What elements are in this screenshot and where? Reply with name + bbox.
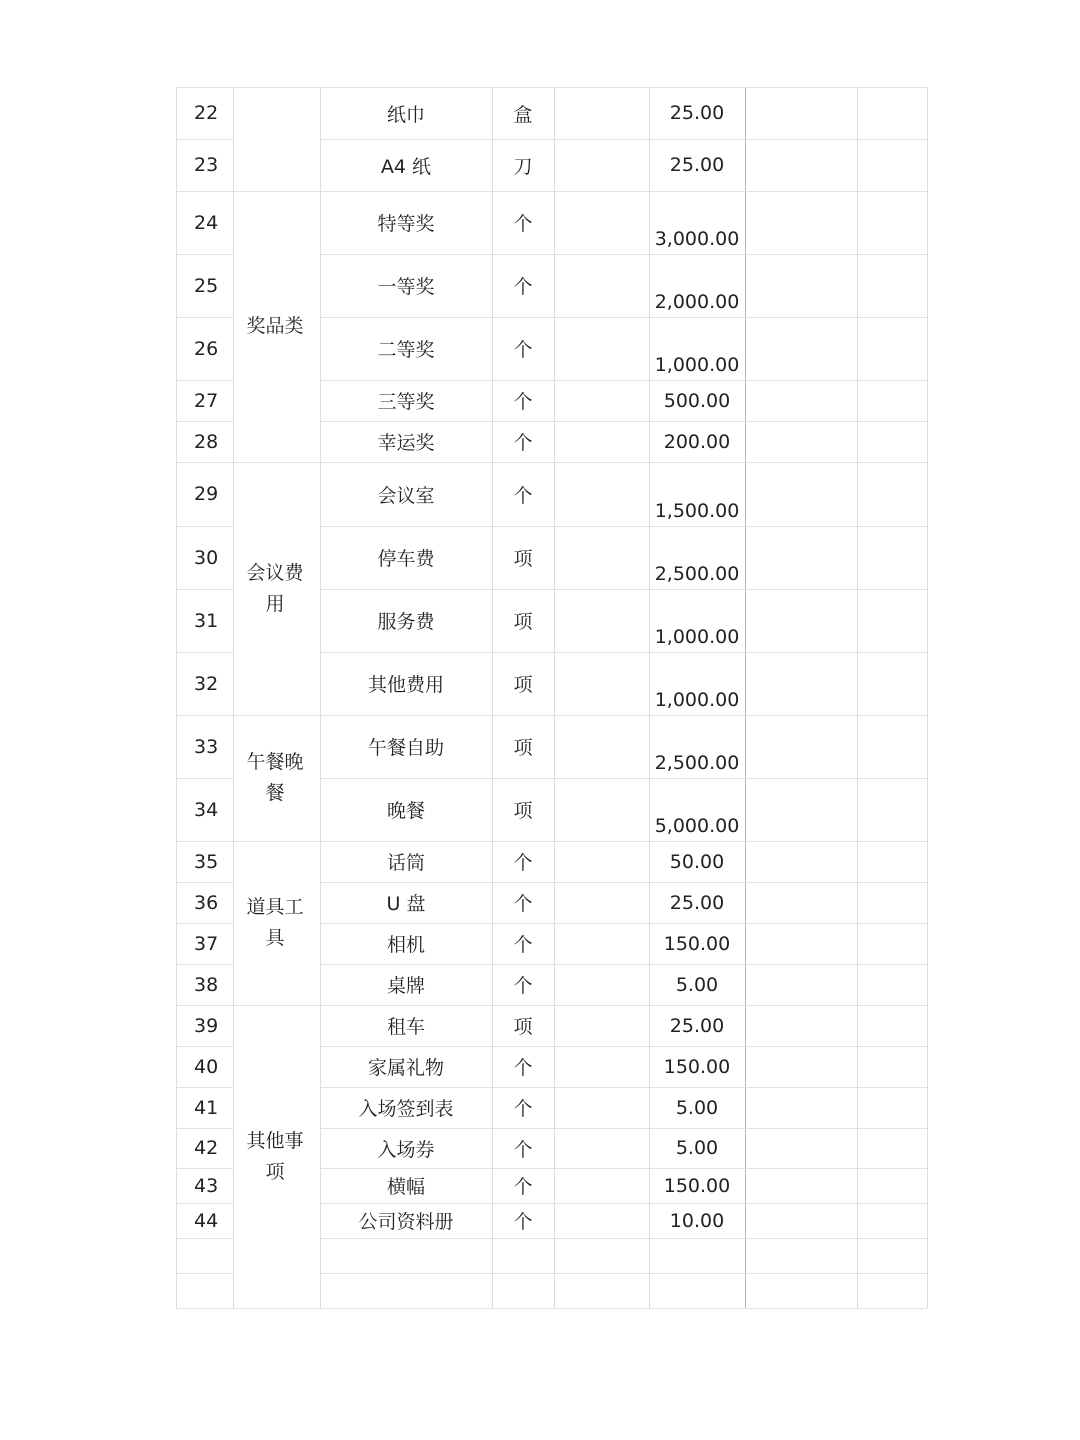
row-number: 43	[194, 1174, 219, 1197]
amount: 10.00	[669, 1209, 725, 1232]
category-label: 会议费用	[246, 561, 304, 615]
category-label: 道具工具	[246, 896, 304, 949]
item-name: 横幅	[386, 1176, 425, 1198]
unit: 项	[513, 737, 533, 759]
unit: 个	[513, 1098, 533, 1120]
category-label: 午餐晚餐	[246, 751, 304, 804]
row-number: 33	[194, 735, 219, 758]
item-name: 服务费	[377, 611, 435, 633]
column-gridline	[857, 87, 858, 1308]
unit: 个	[513, 213, 533, 235]
amount	[649, 1273, 745, 1308]
item-name: 其他费用	[367, 674, 444, 696]
row-number: 29	[194, 483, 219, 505]
row-number: 34	[194, 798, 219, 821]
column-gridline	[233, 87, 234, 1308]
row-number	[194, 1238, 233, 1273]
row-number: 38	[194, 973, 219, 996]
item-name: A4 纸	[380, 155, 432, 178]
amount: 1,500.00	[654, 500, 740, 522]
column-gridline	[745, 87, 746, 1308]
amount: 1,000.00	[654, 689, 740, 711]
amount: 5,000.00	[654, 815, 740, 837]
item-name: 一等奖	[377, 276, 435, 298]
row-number: 41	[194, 1096, 219, 1119]
unit: 个	[513, 484, 533, 507]
column-gridline	[927, 87, 928, 1308]
amount: 200.00	[663, 430, 731, 453]
item-name: 纸巾	[386, 103, 425, 126]
row-number: 26	[194, 337, 219, 360]
row-number	[194, 1273, 233, 1308]
unit: 个	[513, 276, 533, 298]
unit: 项	[513, 548, 533, 570]
amount: 2,500.00	[654, 563, 740, 585]
amount: 25.00	[669, 891, 725, 914]
unit: 项	[513, 611, 533, 633]
row-number: 31	[194, 609, 219, 632]
row-number: 22	[194, 102, 219, 124]
category-label: 奖品类	[246, 315, 304, 337]
amount: 150.00	[663, 932, 731, 955]
item-name: 晚餐	[386, 800, 425, 822]
row-number: 42	[194, 1137, 219, 1159]
item-name: 桌牌	[386, 975, 425, 997]
unit: 个	[513, 852, 533, 874]
row-number: 39	[194, 1014, 219, 1037]
unit: 个	[513, 1211, 533, 1233]
item-name: 家属礼物	[367, 1057, 444, 1079]
unit: 个	[513, 339, 533, 361]
item-name: U 盘	[386, 893, 426, 915]
row-number: 24	[194, 211, 219, 234]
item-name: 会议室	[377, 484, 435, 507]
item-name: 午餐自助	[367, 737, 444, 759]
unit: 个	[513, 1138, 533, 1161]
amount: 5.00	[675, 1096, 719, 1119]
item-name: 入场签到表	[358, 1098, 454, 1120]
amount: 2,000.00	[654, 291, 740, 313]
item-name: 幸运奖	[377, 432, 435, 454]
item-name: 入场券	[377, 1138, 435, 1161]
column-gridline	[176, 87, 177, 1308]
unit: 个	[513, 975, 533, 997]
amount	[649, 1238, 745, 1273]
unit: 项	[513, 674, 533, 696]
item-name	[320, 1273, 492, 1308]
category-label: 其他事项	[246, 1129, 304, 1183]
row-gridline	[176, 1308, 927, 1309]
amount: 150.00	[663, 1174, 731, 1197]
item-name: 停车费	[377, 548, 435, 570]
amount: 150.00	[663, 1055, 731, 1078]
unit: 个	[513, 432, 533, 454]
unit: 个	[513, 1057, 533, 1079]
row-number: 27	[194, 389, 219, 412]
row-number: 36	[194, 891, 219, 914]
item-name: 话筒	[386, 852, 425, 874]
row-number: 30	[194, 546, 219, 569]
item-name: 特等奖	[377, 213, 435, 235]
amount: 500.00	[663, 389, 731, 412]
unit: 个	[513, 391, 533, 413]
amount: 3,000.00	[654, 228, 740, 250]
amount: 50.00	[669, 850, 725, 873]
row-number: 28	[194, 430, 219, 453]
row-number: 37	[194, 932, 219, 955]
amount: 25.00	[669, 1014, 725, 1037]
row-number: 44	[194, 1209, 219, 1232]
category-label	[245, 87, 305, 191]
item-name: 租车	[386, 1016, 425, 1038]
row-number: 40	[194, 1055, 219, 1078]
unit: 个	[513, 1176, 533, 1198]
row-number: 23	[194, 154, 219, 176]
amount: 25.00	[669, 154, 725, 176]
row-number: 32	[194, 672, 219, 695]
column-gridline	[554, 87, 555, 1308]
amount: 5.00	[675, 973, 719, 996]
item-name: 三等奖	[377, 391, 435, 413]
unit: 项	[513, 1016, 533, 1038]
unit: 盒	[513, 103, 533, 126]
item-name	[320, 1238, 492, 1273]
unit: 项	[513, 800, 533, 822]
item-name: 二等奖	[377, 339, 435, 361]
amount: 25.00	[669, 102, 725, 124]
row-number: 25	[194, 274, 219, 297]
unit	[492, 1273, 554, 1308]
amount: 1,000.00	[654, 626, 740, 648]
unit: 个	[513, 893, 533, 915]
item-name: 公司资料册	[358, 1211, 454, 1233]
amount: 2,500.00	[654, 752, 740, 774]
item-name: 相机	[386, 934, 425, 956]
row-number: 35	[194, 850, 219, 873]
unit: 个	[513, 934, 533, 956]
amount: 5.00	[675, 1137, 719, 1159]
unit	[492, 1238, 554, 1273]
unit: 刀	[513, 155, 533, 178]
amount: 1,000.00	[654, 354, 740, 376]
